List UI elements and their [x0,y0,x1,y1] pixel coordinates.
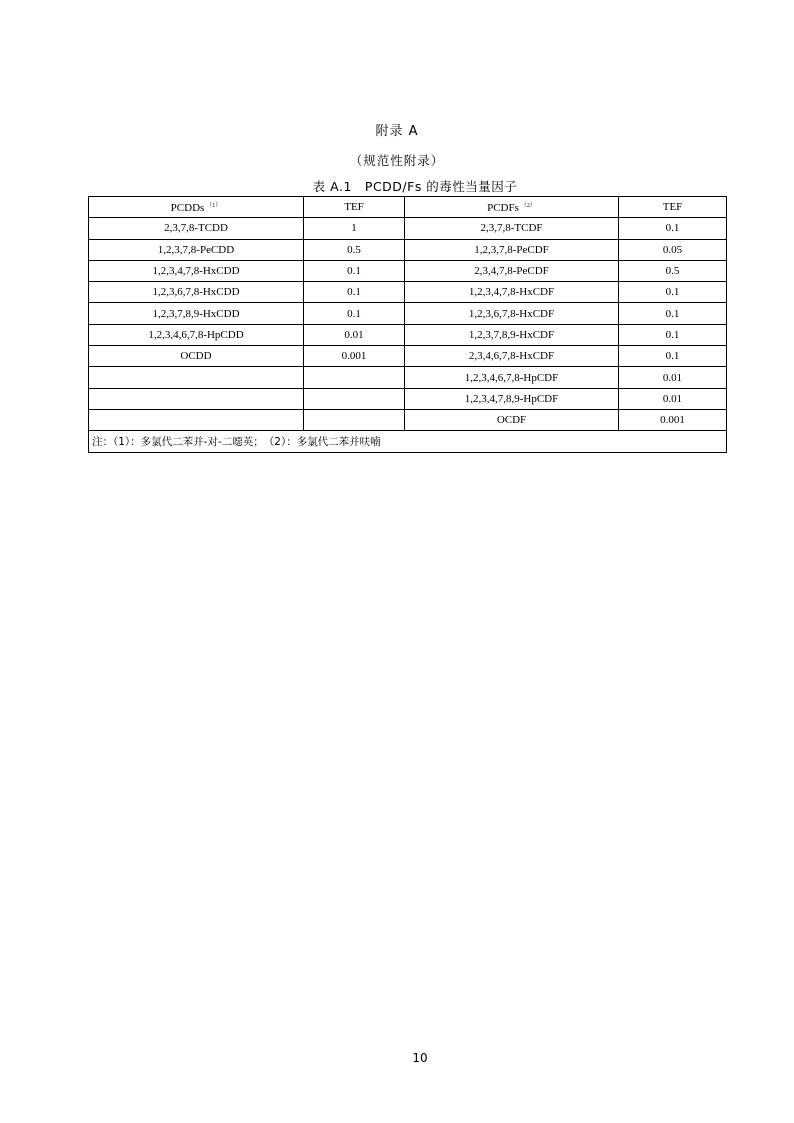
table-row [89,282,727,303]
cell-tef-pcdd: 1 [304,218,405,239]
header-pcdfs-note: （2） [520,203,536,210]
header-pcdfs [405,197,619,218]
cell-pcdf: 1,2,3,4,6,7,8-HpCDF [405,367,619,388]
table-row [89,239,727,260]
cell-pcdf: 2,3,4,6,7,8-HxCDF [405,346,619,367]
table-row [89,367,727,388]
header-pcdfs-label: PCDFs [487,202,519,215]
header-tef-2: TEF [619,197,727,218]
table-row [89,260,727,281]
cell-tef-pcdf: 0.001 [619,409,727,430]
cell-tef-pcdd: 0.001 [304,346,405,367]
table-header-row [89,197,727,218]
cell-tef-pcdd [304,367,405,388]
appendix-subtitle: （规范性附录） [349,153,445,168]
tef-table [88,196,727,453]
header-pcdds-label: PCDDs [170,202,205,215]
cell-pcdd [89,388,304,409]
cell-tef-pcdf: 0.01 [619,367,727,388]
cell-tef-pcdd [304,409,405,430]
header-tef-1: TEF [304,197,405,218]
cell-pcdd [89,409,304,430]
cell-pcdf: 2,3,7,8-TCDF [405,218,619,239]
cell-tef-pcdf: 0.01 [619,388,727,409]
cell-pcdd: OCDD [89,346,304,367]
table-note: 注：（1）：多氯代二苯并-对-二噁英； （2）：多氯代二苯并呋喃 [89,431,727,452]
cell-pcdd [89,367,304,388]
cell-tef-pcdf: 0.05 [619,239,727,260]
cell-pcdf: 1,2,3,7,8-PeCDF [405,239,619,260]
cell-pcdd: 1,2,3,4,6,7,8-HpCDD [89,324,304,345]
table-row [89,346,727,367]
cell-pcdf: 2,3,4,7,8-PeCDF [405,260,619,281]
table-note-row [89,431,727,452]
cell-tef-pcdf: 0.1 [619,346,727,367]
header-pcdds [89,197,304,218]
cell-pcdd: 1,2,3,7,8-PeCDD [89,239,304,260]
tef-table-body [89,197,727,453]
table-row [89,409,727,430]
cell-pcdd: 2,3,7,8-TCDD [89,218,304,239]
table-caption: 表 A.1 PCDD/Fs 的毒性当量因子 [312,179,518,194]
cell-pcdd: 1,2,3,6,7,8-HxCDD [89,282,304,303]
page-number: 10 [412,1051,428,1065]
cell-tef-pcdf: 0.1 [619,324,727,345]
cell-pcdf: OCDF [405,409,619,430]
cell-tef-pcdf: 0.1 [619,218,727,239]
header-pcdds-note: （1） [206,203,222,210]
cell-pcdf: 1,2,3,7,8,9-HxCDF [405,324,619,345]
cell-tef-pcdf: 0.1 [619,303,727,324]
cell-tef-pcdd: 0.1 [304,303,405,324]
table-row [89,388,727,409]
appendix-title: 附录 A [375,124,419,139]
cell-tef-pcdf: 0.5 [619,260,727,281]
cell-tef-pcdd: 0.5 [304,239,405,260]
cell-tef-pcdd: 0.1 [304,282,405,303]
table-row [89,303,727,324]
cell-tef-pcdf: 0.1 [619,282,727,303]
cell-tef-pcdd: 0.1 [304,260,405,281]
cell-tef-pcdd: 0.01 [304,324,405,345]
cell-tef-pcdd [304,388,405,409]
cell-pcdd: 1,2,3,4,7,8-HxCDD [89,260,304,281]
cell-pcdf: 1,2,3,4,7,8,9-HpCDF [405,388,619,409]
cell-pcdd: 1,2,3,7,8,9-HxCDD [89,303,304,324]
table-row [89,218,727,239]
cell-pcdf: 1,2,3,4,7,8-HxCDF [405,282,619,303]
cell-pcdf: 1,2,3,6,7,8-HxCDF [405,303,619,324]
table-row [89,324,727,345]
